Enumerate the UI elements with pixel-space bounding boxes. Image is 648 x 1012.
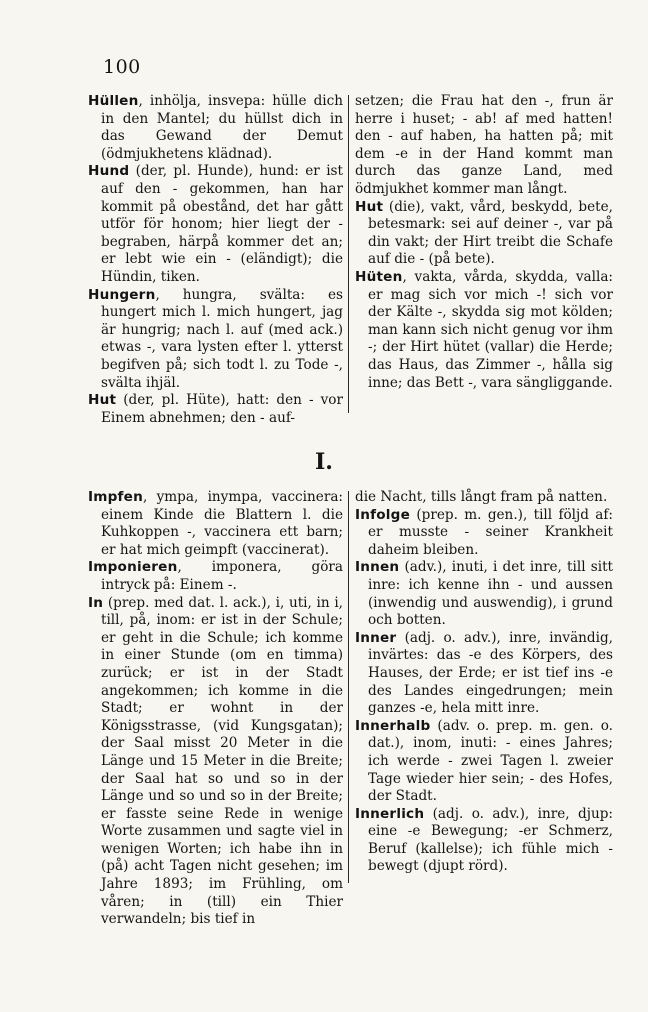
headword: Hut — [88, 392, 117, 409]
entry-continuation — [355, 489, 613, 507]
dictionary-entry — [88, 163, 343, 286]
entry-text: , ympa, inympa, vaccinera: einem Kinde die Blattern l. die Kuhkoppen -, vaccinera ett barn; er hat mich geimpft (vaccinerat). — [101, 489, 343, 558]
entry-text: , vakta, vårda, skydda, valla: er mag sich vor mich -! sich vor der Kälte -, skydda sig mot kölden; man kann sich nicht genug vor ihm -; der Hirt hütet (vallar) die Herde; das Haus, das Zimmer -, hålla sig inne; das Bett -, vara sängliggande. — [368, 268, 613, 391]
entry-text: (prep. med dat. l. ack.), i, uti, in i, till, på, inom: er ist in der Schule; er geht in die Schule; ich komme in einer Stunde (om en timma) zurück; er ist in der Stadt angekommen; ich komme in die Stadt; er wohnt in der Königsstrasse, (vid Kungsgatan); der Saal misst 20 Meter in die Länge und 15 Meter in die Breite; der Saal hat so und so in der Länge und so und so in der Breite; er fasste seine Rede in wenige Worte zusammen und sagte viel in wenigen Worten; ich habe ihn in (på) acht Tagen nicht gesehen; im Jahre 1893; im Frühling, om våren; in (till) ein Thier verwandeln; bis tief in — [101, 594, 343, 928]
headword: Impfen — [88, 489, 143, 505]
entry-text: (der, pl. Hüte), hatt: den - vor Einem abnehmen; den - auf- — [101, 392, 343, 426]
headword: Hüllen — [88, 93, 139, 109]
entry-text: (adj. o. adv.), inre, djup: eine -e Bewegung; -er Schmerz, Beruf (kallelse); ich fühle mich - bewegt (djupt rörd). — [368, 805, 613, 875]
entry-text: (die), vakt, vård, beskydd, bete, betesmark: sei auf deiner -, var på din vakt; der Hirt treibt die Schafe auf die - (på bete). — [368, 198, 613, 268]
dictionary-entry — [355, 559, 613, 629]
headword: Inner — [355, 629, 397, 646]
column-divider — [348, 95, 349, 413]
headword: Imponieren — [88, 559, 178, 576]
entry-text: die Nacht, tills långt fram på natten. — [355, 489, 608, 505]
headword: Hund — [88, 163, 130, 180]
entry-text: setzen; die Frau hat den -, frun är herre i huset; - ab! af med hatten! den - auf haben, ha hatten på; mit dem -e in der Hand kommt man durch das ganze Land, med ödmjukhet kommer man långt. — [355, 93, 613, 197]
dictionary-entry — [355, 718, 613, 806]
section-letter: I. — [315, 449, 333, 475]
column-upper-left — [88, 93, 343, 427]
entry-text: (adv.), inuti, i det inre, till sitt inre: ich kenne ihn - und aussen (inwendig und auswendig), i grund och botten. — [368, 559, 613, 629]
dictionary-entry — [88, 489, 343, 559]
entry-text: (der, pl. Hunde), hund: er ist auf den - gekommen, han har kommit på obestånd, det har gått utför för honom; hier liegt der - begraben, härpå kommer det an; er lebt wie ein - (eländigt); die Hündin, tiken. — [101, 163, 343, 285]
entry-text: , hungra, svälta: es hungert mich l. mich hungert, jag är hungrig; nach l. auf (med ack.) etwas -, vara lysten efter l. ytterst begifven på; sich todt l. zu Tode -, svälta ihjäl. — [101, 286, 343, 391]
column-lower-right — [355, 489, 613, 876]
headword: Innerlich — [355, 805, 425, 822]
entry-text: (adj. o. adv.), inre, invändig, invärtes: das -e des Körpers, des Hauses, der Erde; er ist tief ins -e des Landes eingedrungen; mein ganzes -e, hela mitt inre. — [368, 629, 613, 717]
dictionary-entry — [88, 93, 343, 163]
dictionary-entry — [88, 595, 343, 929]
entry-text: , inhölja, insvepa: hülle dich in den Mantel; du hüllst dich in das Gewand der Demut (ödmjukhetens klädnad). — [101, 93, 343, 162]
dictionary-entry — [355, 630, 613, 718]
dictionary-entry — [88, 287, 343, 393]
dictionary-entry — [88, 559, 343, 594]
entry-text: (prep. m. gen.), till följd af: er musste - seiner Krankheit daheim bleiben. — [368, 506, 613, 558]
entry-continuation — [355, 93, 613, 199]
dictionary-entry — [355, 806, 613, 876]
entry-text: , imponera, göra intryck på: Einem -. — [101, 559, 343, 593]
headword: In — [88, 594, 104, 611]
column-upper-right — [355, 93, 613, 392]
headword: Hüten — [355, 268, 403, 285]
headword: Innerhalb — [355, 717, 431, 734]
headword: Innen — [355, 559, 400, 576]
dictionary-entry — [355, 199, 613, 269]
column-divider — [348, 491, 349, 883]
page-number: 100 — [103, 56, 141, 78]
column-lower-left — [88, 489, 343, 929]
headword: Hut — [355, 198, 384, 215]
dictionary-entry — [88, 392, 343, 427]
headword: Infolge — [355, 506, 410, 523]
dictionary-entry — [355, 269, 613, 392]
dictionary-entry — [355, 507, 613, 560]
headword: Hungern — [88, 286, 156, 303]
entry-text: (adv. o. prep. m. gen. o. dat.), inom, inuti: - eines Jahres; ich werde - zwei Tagen l. zweier Tage wieder hier sein; - des Hofes, der Stadt. — [368, 717, 613, 805]
